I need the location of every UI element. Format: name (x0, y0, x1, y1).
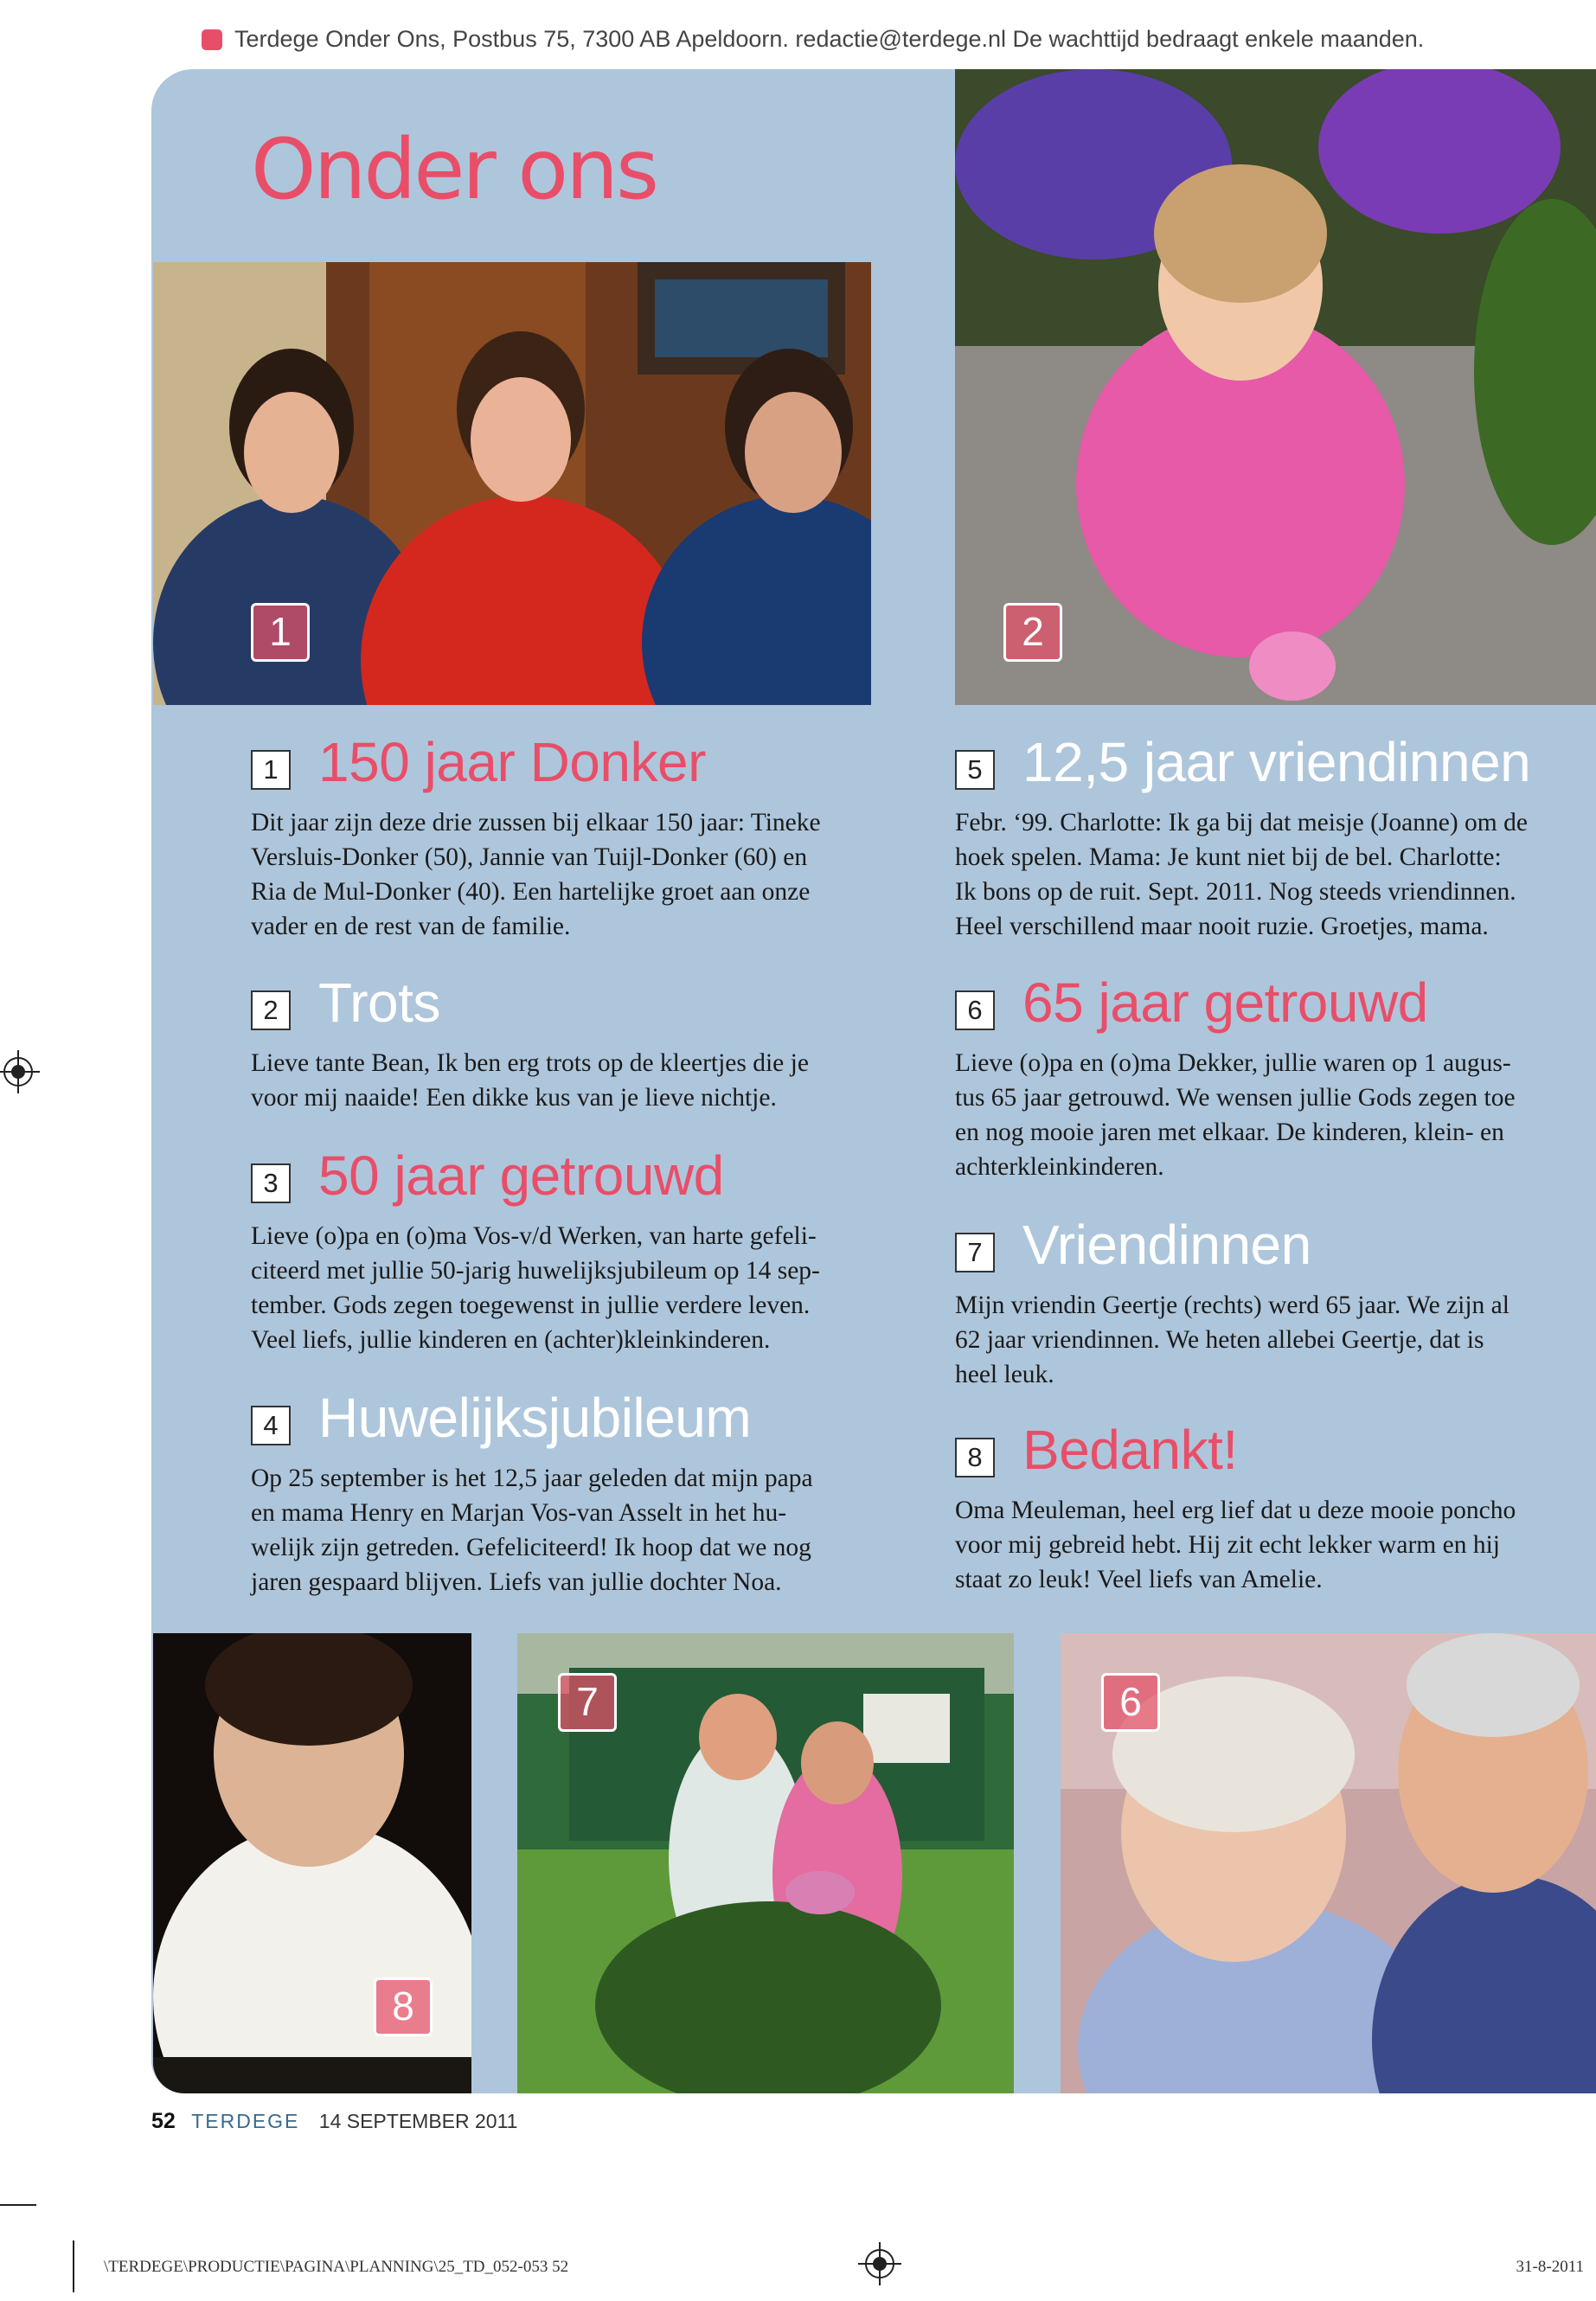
item-4-line: welijk zijn getreden. Gefeliciteerd! Ik hoop dat we nog (251, 1534, 811, 1561)
item-1-line: Dit jaar zijn deze drie zussen bij elkaar 150 jaar: Tineke (251, 809, 821, 836)
item-4-line: en mama Henry en Marjan Vos-van Asselt in het hu- (251, 1499, 787, 1527)
registration-mark-icon (865, 2249, 894, 2279)
registration-mark-icon (3, 1057, 33, 1086)
item-1-number: 1 (251, 750, 291, 790)
item-6-title: 65 jaar getrouwd (1022, 971, 1428, 1034)
item-7-line: 62 jaar vriendinnen. We heten allebei Geertje, dat is (955, 1326, 1484, 1354)
item-7-line: Mijn vriendin Geertje (rechts) werd 65 jaar. We zijn al (955, 1292, 1509, 1319)
photo-badge-7: 7 (558, 1673, 617, 1732)
item-6-line: Lieve (o)pa en (o)ma Dekker, jullie waren op 1 augus- (955, 1049, 1511, 1077)
item-8-title: Bedankt! (1022, 1419, 1238, 1481)
item-4-line: jaren gespaard blijven. Liefs van jullie dochter Noa. (251, 1568, 782, 1596)
photo-badge-1: 1 (251, 603, 310, 662)
item-2-number: 2 (251, 990, 291, 1030)
item-2-title: Trots (318, 971, 440, 1034)
item-8 (955, 1419, 1516, 1597)
item-5-title: 12,5 jaar vriendinnen (1022, 731, 1531, 793)
item-7-number: 7 (955, 1233, 995, 1272)
item-7 (955, 1214, 1509, 1392)
item-6 (955, 971, 1516, 1184)
item-5-line: Heel verschillend maar nooit ruzie. Groetjes, mama. (955, 913, 1489, 940)
item-7-line: heel leuk. (955, 1361, 1054, 1388)
item-8-line: voor mij gebreid hebt. Hij zit echt lekker warm en hij (955, 1531, 1500, 1559)
submission-address (202, 26, 1424, 53)
item-1-title: 150 jaar Donker (318, 731, 706, 793)
item-4 (251, 1387, 813, 1599)
print-slug-date: 31-8-2011 (1516, 2258, 1584, 2276)
item-2 (251, 971, 809, 1115)
item-5-line: hoek spelen. Mama: Je kunt niet bij de bel. Charlotte: (955, 843, 1502, 871)
page-title: Onder ons (251, 121, 657, 218)
item-3 (251, 1144, 820, 1357)
magazine-name: TERDEGE (191, 2110, 300, 2132)
item-3-line: Veel liefs, jullie kinderen en (achter)kleinkinderen. (251, 1326, 771, 1354)
item-4-title: Huwelijksjubileum (318, 1387, 752, 1449)
item-6-line: achterkleinkinderen. (955, 1153, 1164, 1181)
item-8-number: 8 (955, 1438, 995, 1477)
item-6-line: en nog mooie jaren met elkaar. De kinderen, klein- en (955, 1118, 1504, 1146)
item-8-line: Oma Meuleman, heel erg lief dat u deze mooie poncho (955, 1497, 1516, 1524)
item-1 (251, 731, 821, 944)
item-2-line: voor mij naaide! Een dikke kus van je lieve nichtje. (251, 1084, 777, 1112)
bullet-square-icon (202, 29, 222, 50)
print-slug-path: \TERDEGE\PRODUCTIE\PAGINA\PLANNING\25_TD_052-053 52 (104, 2258, 569, 2276)
item-3-title: 50 jaar getrouwd (318, 1144, 724, 1207)
item-4-number: 4 (251, 1406, 291, 1445)
item-5-line: Febr. ‘99. Charlotte: Ik ga bij dat meisje (Joanne) om de (955, 809, 1528, 836)
item-1-line: vader en de rest van de familie. (251, 913, 571, 940)
item-5 (955, 731, 1530, 944)
issue-date: 14 SEPTEMBER 2011 (318, 2110, 518, 2132)
item-7-title: Vriendinnen (1022, 1214, 1311, 1276)
item-5-number: 5 (955, 750, 995, 790)
item-5-line: Ik bons op de ruit. Sept. 2011. Nog steeds vriendinnen. (955, 878, 1516, 906)
crop-mark-icon (0, 2204, 36, 2206)
item-1-line: Ria de Mul-Donker (40). Een hartelijke groet aan onze (251, 878, 811, 906)
crop-mark-icon (73, 2240, 74, 2292)
submission-address-text: Terdege Onder Ons, Postbus 75, 7300 AB Apeldoorn. redactie@terdege.nl De wachttijd bedraagt enkele maanden. (234, 26, 1425, 52)
page-footer (151, 2109, 517, 2134)
photo-badge-6: 6 (1101, 1673, 1160, 1732)
item-4-line: Op 25 september is het 12,5 jaar geleden dat mijn papa (251, 1465, 813, 1492)
item-3-line: Lieve (o)pa en (o)ma Vos-v/d Werken, van harte gefeli- (251, 1222, 817, 1250)
item-1-line: Versluis-Donker (50), Jannie van Tuijl-Donker (60) en (251, 843, 808, 871)
item-2-line: Lieve tante Bean, Ik ben erg trots op de kleertjes die je (251, 1049, 809, 1077)
item-6-line: tus 65 jaar getrouwd. We wensen jullie Gods zegen toe (955, 1084, 1516, 1112)
item-3-number: 3 (251, 1163, 291, 1203)
page-number: 52 (151, 2109, 176, 2133)
photo-badge-2: 2 (1003, 603, 1062, 662)
item-6-number: 6 (955, 990, 995, 1030)
item-3-line: citeerd met jullie 50-jarig huwelijksjubileum op 14 sep- (251, 1257, 820, 1285)
item-3-line: tember. Gods zegen toegewenst in jullie verdere leven. (251, 1292, 811, 1319)
item-8-line: staat zo leuk! Veel liefs van Amelie. (955, 1566, 1323, 1593)
photo-badge-8: 8 (374, 1977, 433, 2036)
